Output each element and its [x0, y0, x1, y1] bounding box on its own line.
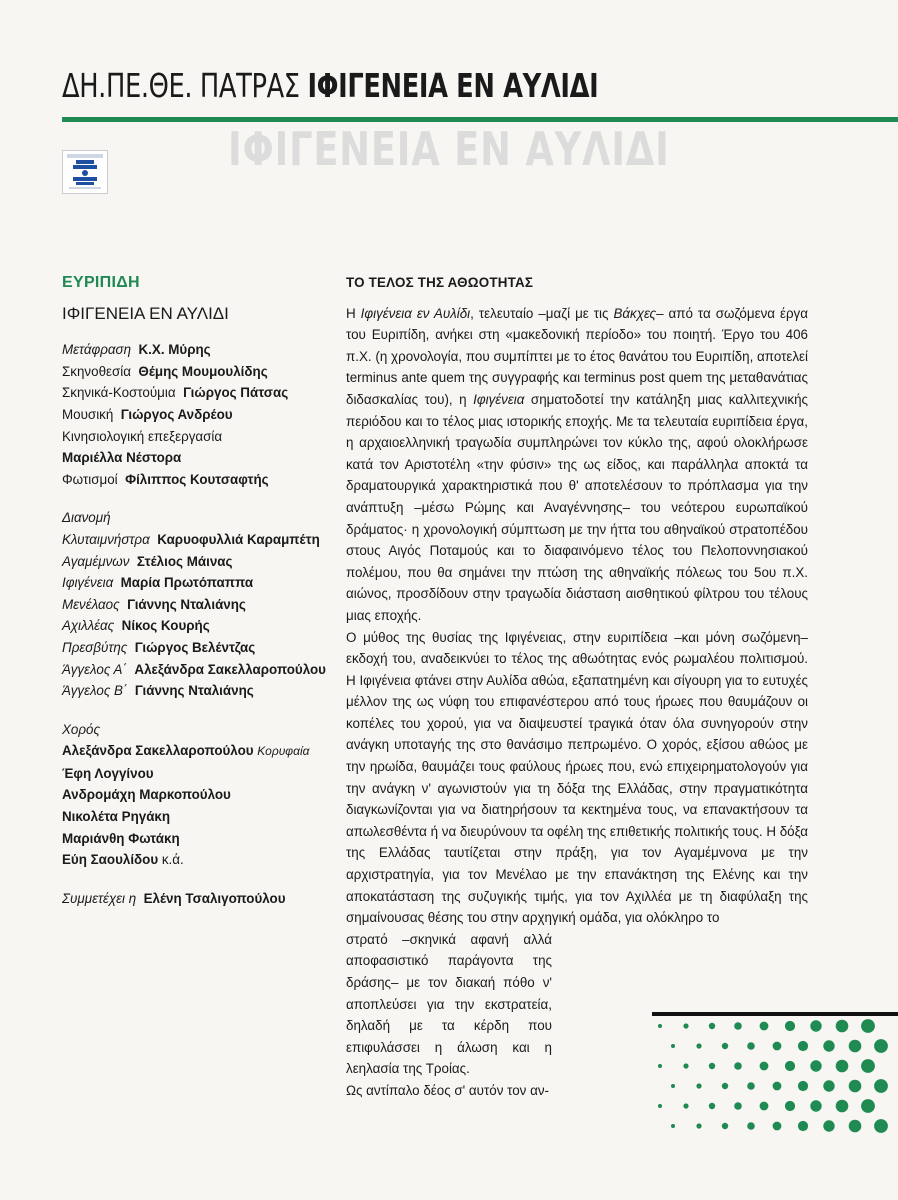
dot	[836, 1100, 849, 1113]
dot	[849, 1120, 862, 1133]
article-title: ΤΟ ΤΕΛΟΣ ΤΗΣ ΑΘΩΟΤΗΤΑΣ	[346, 275, 534, 290]
dot	[734, 1022, 742, 1030]
article-paragraph: στρατό –σκηνικά αφανή αλλά αποφασιστικό παράγοντα της δράσης– με τον διακαή πόθο ν' αποπλεύσει για την εκστρατεία, δηλαδή με τα κέρδη που επιφυλάσσει η άλωση και η λεηλασία της Τροίας.	[346, 931, 552, 1077]
crew-line: Σκηνοθεσία Θέμης Μουμουλίδης	[62, 363, 268, 379]
crew-line: Κινησιολογική επεξεργασία	[62, 428, 223, 444]
dot	[810, 1020, 821, 1031]
dot	[722, 1123, 728, 1129]
participant-line: Συμμετέχει η Ελένη Τσαλιγοπούλου	[62, 890, 286, 906]
cast-line: Αχιλλέας Νίκος Κουρής	[62, 618, 210, 634]
dot	[861, 1099, 875, 1113]
chorus-line: Έφη Λογγίνου	[62, 765, 154, 781]
dot	[773, 1122, 782, 1131]
crew-line: Φωτισμοί Φίλιππος Κουτσαφτής	[62, 471, 269, 487]
article-paragraph: Ο μύθος της θυσίας της Ιφιγένειας, στην ευριπίδεια –και μόνη σωζόμενη– εκδοχή του, αναδεικνύει το τέλος της αθωότητας ενός ρωμαλέου πολιτισμού. Η Ιφιγένεια φτάνει στην Αυλίδα αθώα, εξαπατημένη και σίγουρη για το ευτυχές μέλλον της ως νύφη του επιφανέστερου από τους ήρωες που θαυμάζουν οι κοπέλες του χορού, για να διαψευστεί τραγικά όταν όλα συνηγορούν στην ανάγκη υποταγής της στο θανάσιμο πεπρωμένο. Ο χορός, εξίσου αθώος με την ηρωίδα, θαυμάζει τους φαύλους ήρωες που, ενώ επιχειρηματολογούν για την ανάγκη ν' αγωνιστούν για τη δόξα της Ελλάδας, στην πραγματικότητα διαγκωνίζονται για να διατηρήσουν τα κεκτημένα τους, να επανακτήσουν τα απωλεσθέντα ή να διευρύνουν τα οφέλη της επιθετικής πολιτικής τους. Η δόξα της Ελλάδας ταυτίζεται στην πράξη, για τον Αγαμέμνονα με την αρχιστρατηγία, για τον Μενέλαο με την επανάκτηση της Ελένης και την αποκατάσταση της συζυγικής τιμής, για τον Αχιλλέα με τη διαφύλαξη της σημαίνουσας θέσης του στην αρχηγική ομάδα, για ολόκληρο το	[346, 629, 809, 926]
dot	[849, 1040, 862, 1053]
dot	[696, 1083, 701, 1088]
dot	[722, 1083, 728, 1089]
dot	[658, 1104, 662, 1108]
cast-line: Πρεσβύτης Γιώργος Βελέντζας	[62, 639, 256, 655]
dot	[683, 1103, 688, 1108]
dot	[861, 1059, 875, 1073]
ghost-title: ΙΦΙΓΕΝΕΙΑ ΕΝ ΑΥΛΙΔΙ	[228, 122, 670, 176]
dot	[722, 1043, 728, 1049]
dot	[683, 1063, 688, 1068]
dot	[671, 1084, 675, 1088]
dot	[773, 1082, 782, 1091]
cast-line: Άγγελος Α΄ Αλεξάνδρα Σακελλαροπούλου	[62, 661, 326, 677]
dot	[874, 1119, 888, 1133]
article-paragraph: Η Ιφιγένεια εν Αυλίδι, τελευταίο –μαζί με τις Βάκχες– από τα σωζόμενα έργα του Ευριπίδη, ανήκει στη «μακεδονική περίοδο» του ποιητή. Έργο του 406 π.Χ. (η χρονολογία, που συμπίπτει με το έτος θανάτου του Ευριπίδη, αποτελεί terminus ante quem της συγγραφής και terminus post quem της μεταθανάτιας διδασκαλίας του), η Ιφιγένεια σηματοδοτεί την κατάληξη μιας καλλιτεχνικής περιόδου και το τέλος μιας ιστορικής εποχής. Με τα τελευταία ευριπίδεια έργα, η αρχαιοελληνική τραγωδία συμπληρώνει τον κύκλο της, αφού ολοκλήρωσε κατά τον Αριστοτέλη «την φύσιν» της ως είδος, και παράλληλα αποκτά τα δραματουργικά χαρακτηριστικά που θ' αποτελέσουν το πρόπλασμα για την ανάπτυξη –μέσω Ρώμης και Αναγέννησης– του νεότερου ευρωπαϊκού δράματος· η χρονολογική σύμπτωση με την ήττα του αθηναϊκού στρατοπέδου στους Αιγός Ποταμούς και το διαφαινόμενο τέλος του Πελοποννησιακού πολέμου, που θα σημάνει την πτώση της αθηναϊκής πόλεως του 5ου π.Χ. αιώνος, προσδίδουν στην τραγωδία διάσταση αισθητικού φίλτρου του τέλους μιας εποχής.	[346, 305, 808, 623]
divider-bar	[652, 1012, 898, 1016]
dot	[874, 1079, 888, 1093]
dot	[747, 1042, 755, 1050]
chorus-line: Νικολέτα Ρηγάκη	[62, 809, 171, 825]
crew-line: Μαριέλλα Νέστορα	[62, 450, 182, 466]
cast-line: Αγαμέμνων Στέλιος Μάινας	[62, 553, 233, 569]
dot	[747, 1122, 755, 1130]
author-name: ΕΥΡΙΠΙΔΗ	[62, 274, 140, 291]
dot	[696, 1043, 701, 1048]
cast-line: Ιφιγένεια Μαρία Πρωτόπαππα	[62, 575, 254, 591]
dot	[836, 1060, 849, 1073]
chorus-line: Αλεξάνδρα Σακελλαροπούλου Κορυφαία	[62, 743, 310, 759]
chorus-line: Μαριάνθη Φωτάκη	[62, 830, 180, 846]
dot	[734, 1102, 742, 1110]
dot	[658, 1024, 662, 1028]
dot	[747, 1082, 755, 1090]
dot	[671, 1044, 675, 1048]
dot	[671, 1124, 675, 1128]
dot	[836, 1020, 849, 1033]
org-name: ΔΗ.ΠΕ.ΘΕ. ΠΑΤΡΑΣ	[62, 66, 300, 105]
dot	[709, 1103, 715, 1109]
play-title: ΙΦΙΓΕΝΕΙΑ ΕΝ ΑΥΛΙΔΙ	[62, 303, 229, 323]
dot	[861, 1019, 875, 1033]
dot	[823, 1080, 834, 1091]
dot	[785, 1101, 795, 1111]
cast-line: Μενέλαος Γιάννης Νταλιάνης	[62, 596, 246, 612]
dot-pattern	[658, 1019, 888, 1133]
play-heading: ΙΦΙΓΕΝΕΙΑ ΕΝ ΑΥΛΙΔΙ	[307, 66, 599, 105]
dot	[734, 1062, 742, 1070]
cast-heading: Διανομή	[62, 510, 111, 526]
dot	[658, 1064, 662, 1068]
chorus-line: Εύη Σαουλίδου κ.ά.	[62, 852, 184, 868]
dot	[760, 1022, 769, 1031]
crew-line: Μετάφραση Κ.Χ. Μύρης	[62, 342, 211, 358]
dot	[760, 1062, 769, 1071]
dot	[823, 1120, 834, 1131]
dot	[683, 1023, 688, 1028]
dot	[709, 1063, 715, 1069]
cast-line: Άγγελος Β΄ Γιάννης Νταλιάνης	[62, 683, 254, 699]
chorus-heading: Χορός	[62, 721, 101, 737]
dot	[823, 1040, 834, 1051]
dot	[773, 1042, 782, 1051]
dot	[849, 1080, 862, 1093]
dot	[810, 1060, 821, 1071]
crew-line: Σκηνικά-Κοστούμια Γιώργος Πάτσας	[62, 385, 289, 401]
crew-line: Μουσική Γιώργος Ανδρέου	[62, 406, 233, 422]
dot	[709, 1023, 715, 1029]
dot	[798, 1081, 808, 1091]
dot	[760, 1102, 769, 1111]
dot	[785, 1061, 795, 1071]
dot	[696, 1123, 701, 1128]
dot	[785, 1021, 795, 1031]
dot	[810, 1100, 821, 1111]
dot	[798, 1121, 808, 1131]
cast-line: Κλυταιμνήστρα Καρυοφυλλιά Καραμπέτη	[62, 531, 320, 547]
chorus-line: Ανδρομάχη Μαρκοπούλου	[62, 787, 231, 803]
dot	[874, 1039, 888, 1053]
article-paragraph: Ως αντίπαλο δέος σ' αυτόν τον αν-	[346, 1082, 549, 1098]
dot	[798, 1041, 808, 1051]
